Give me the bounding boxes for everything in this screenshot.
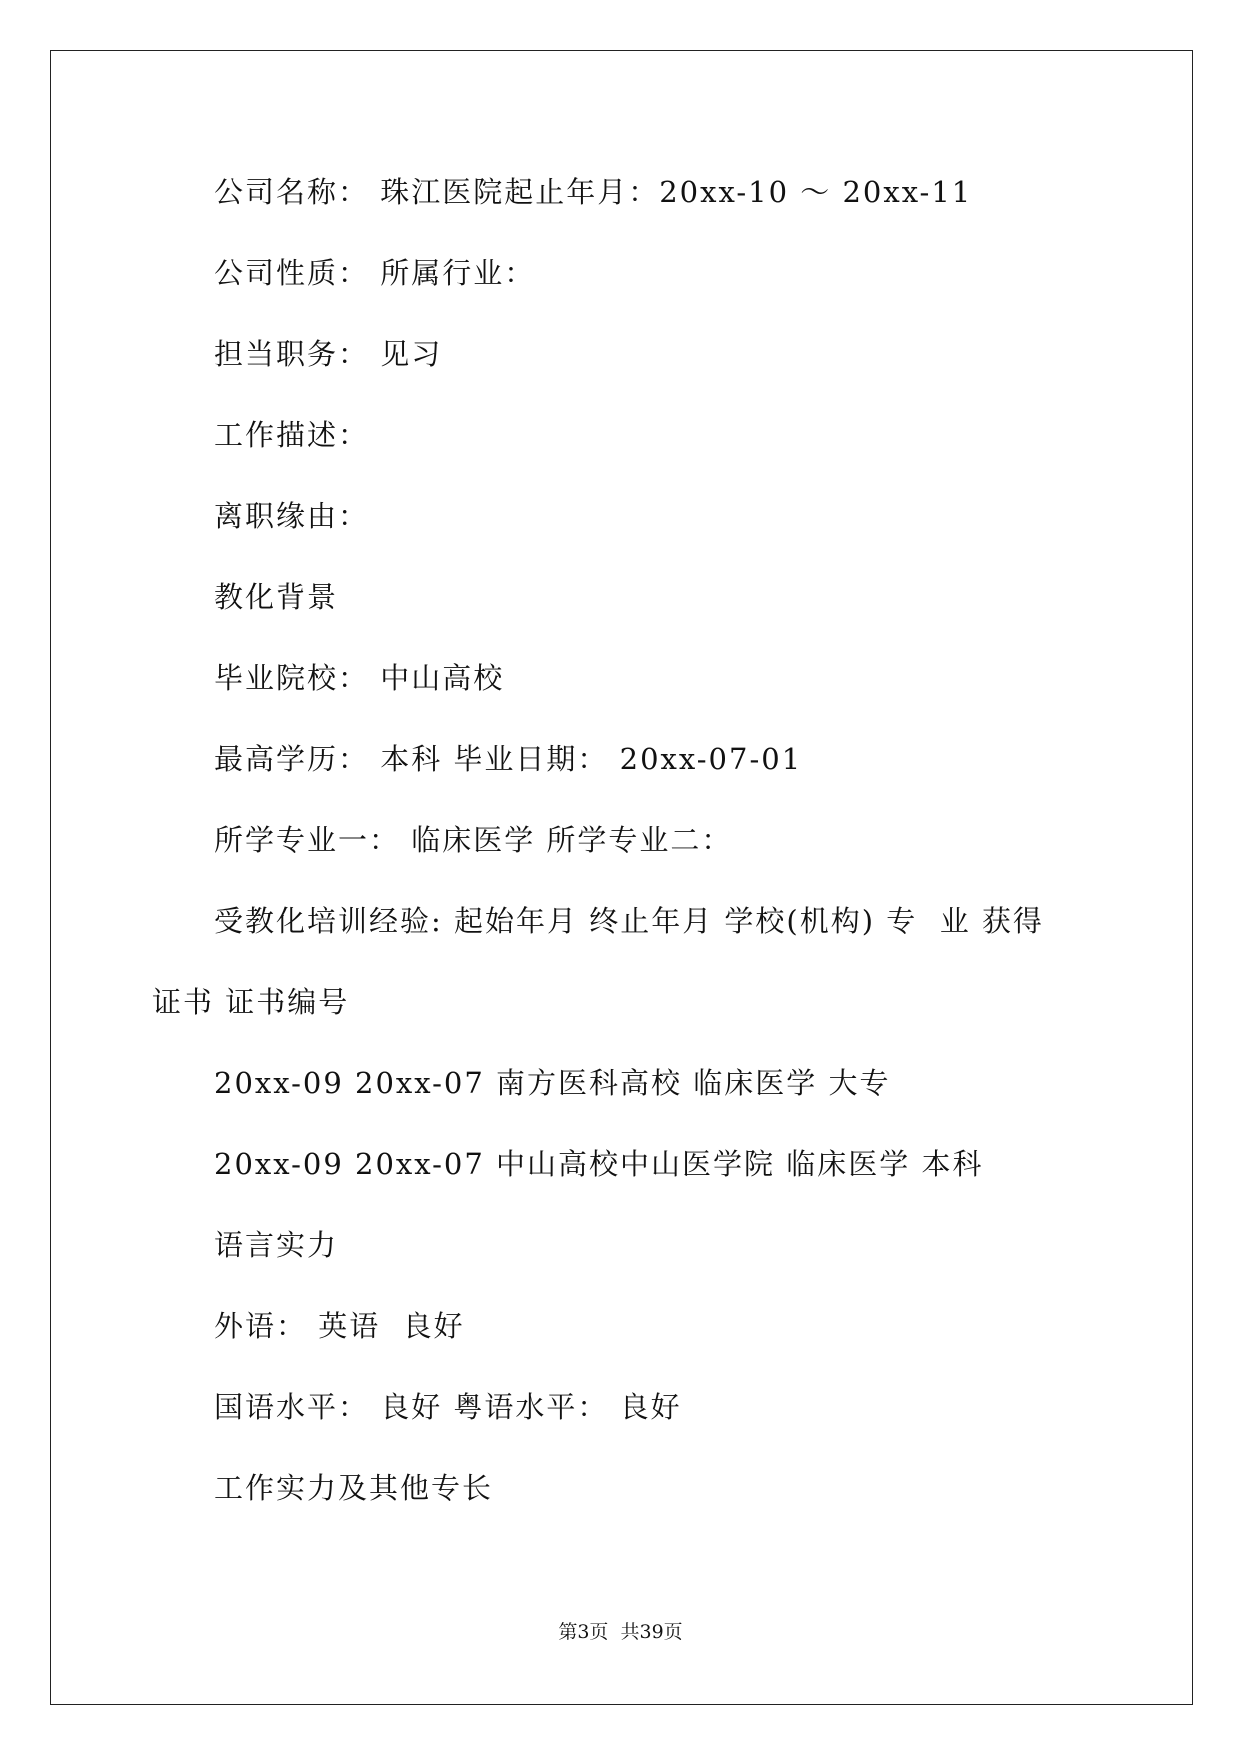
training-record-1: 20xx-09 20xx-07 南方医科高校 临床医学 大专 — [214, 1066, 891, 1100]
degree-line: 最高学历： 本科 毕业日期： 20xx-07-01 — [214, 742, 803, 776]
foreign-language-line: 外语： 英语 良好 — [214, 1309, 465, 1343]
company-type-line: 公司性质： 所属行业： — [214, 256, 536, 290]
page-number-footer: 第3页 共39页 — [558, 1621, 683, 1643]
job-description-line: 工作描述： — [214, 418, 370, 452]
page-border — [50, 50, 1193, 1705]
graduate-school-line: 毕业院校： 中山高校 — [214, 661, 505, 695]
major-line: 所学专业一： 临床医学 所学专业二： — [214, 823, 733, 857]
training-header-line: 受教化培训经验: 起始年月 终止年月 学校(机构) 专 业 获得 — [214, 904, 1044, 938]
leave-reason-line: 离职缘由： — [214, 499, 370, 533]
skills-heading: 工作实力及其他专长 — [214, 1471, 494, 1505]
language-heading: 语言实力 — [214, 1228, 339, 1262]
position-line: 担当职务： 见习 — [214, 337, 443, 371]
company-name-line: 公司名称： 珠江医院起止年月：20xx-10 ～ 20xx-11 — [214, 175, 973, 209]
training-record-2: 20xx-09 20xx-07 中山高校中山医学院 临床医学 本科 — [214, 1147, 984, 1181]
mandarin-cantonese-line: 国语水平： 良好 粤语水平： 良好 — [214, 1390, 682, 1424]
training-header-continued: 证书 证书编号 — [152, 985, 350, 1019]
education-heading: 教化背景 — [214, 580, 339, 614]
